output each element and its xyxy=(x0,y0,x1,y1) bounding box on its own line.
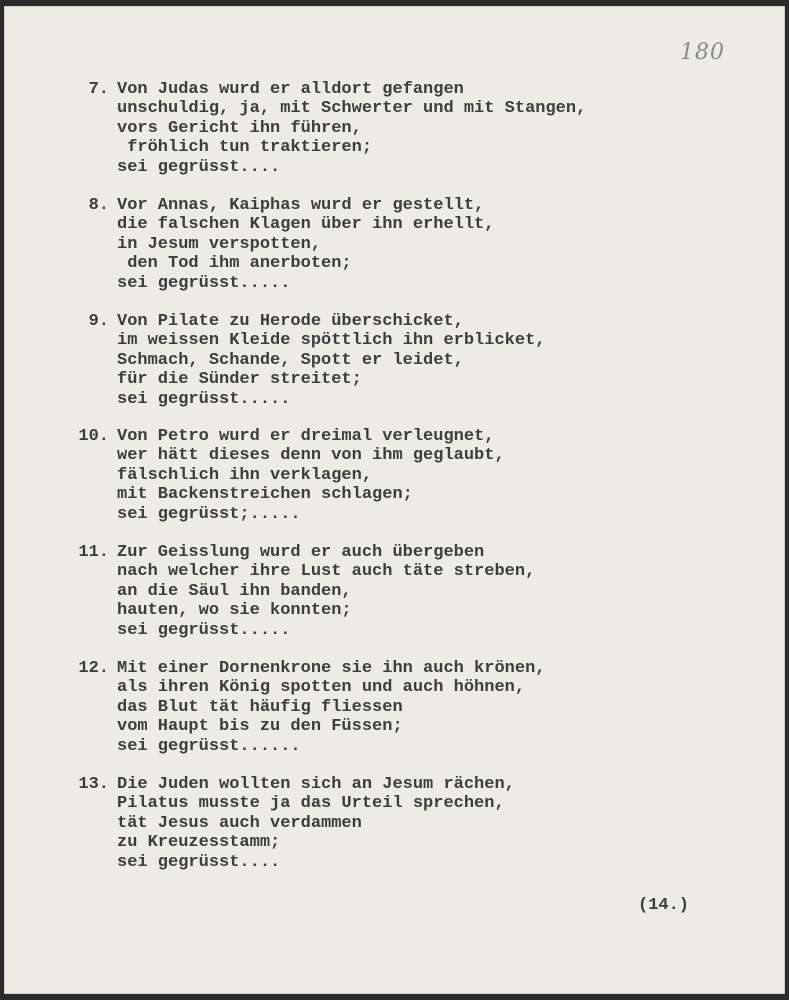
verse-line: sei gegrüsst...... xyxy=(117,736,301,756)
verse-line: zu Kreuzesstamm; xyxy=(117,833,281,853)
verse-line: für die Sünder streitet; xyxy=(117,370,362,390)
verse-line: das Blut tät häufig fliessen xyxy=(117,697,403,717)
verse-number: 8. xyxy=(88,196,109,215)
verse-line: den Tod ihm anerboten; xyxy=(117,254,352,274)
verse-line: vors Gericht ihn führen, xyxy=(117,118,362,138)
verse-line: die falschen Klagen über ihn erhellt, xyxy=(117,215,495,235)
verse-line: Zur Geisslung wurd er auch übergeben xyxy=(117,543,485,562)
verse-line: fröhlich tun traktieren; xyxy=(117,138,373,158)
verse-line: hauten, wo sie konnten; xyxy=(117,601,352,621)
verse-line: Mit einer Dornenkrone sie ihn auch krönen, xyxy=(117,659,546,678)
document-page xyxy=(4,6,785,994)
verse-line: an die Säul ihn banden, xyxy=(117,581,352,601)
verse-line: Von Judas wurd er alldort gefangen xyxy=(117,80,464,99)
verse-line: tät Jesus auch verdammen xyxy=(117,813,362,833)
verse-line: mit Backenstreichen schlagen; xyxy=(117,485,413,505)
verse-line: wer hätt dieses denn von ihm geglaubt, xyxy=(117,446,505,466)
verse-number: 10. xyxy=(78,427,109,446)
verse-line: Die Juden wollten sich an Jesum rächen, xyxy=(117,775,515,794)
verse-number: 7. xyxy=(88,80,109,99)
verse-line: sei gegrüsst;..... xyxy=(117,504,301,524)
verse-line: in Jesum verspotten, xyxy=(117,234,322,254)
verse-number: 12. xyxy=(78,659,109,678)
verse-line: Von Pilate zu Herode überschicket, xyxy=(117,312,464,331)
verse-number: 13. xyxy=(78,775,109,794)
verse-line: Pilatus musste ja das Urteil sprechen, xyxy=(117,794,505,814)
folio-number: 180 xyxy=(680,40,725,65)
verse-line: Schmach, Schande, Spott er leidet, xyxy=(117,350,464,370)
verse-number: 9. xyxy=(88,312,109,331)
verse-line: Vor Annas, Kaiphas wurd er gestellt, xyxy=(117,196,485,215)
verse-line: vom Haupt bis zu den Füssen; xyxy=(117,717,403,737)
verse-number: 11. xyxy=(78,543,109,562)
verse-line: sei gegrüsst.... xyxy=(117,852,281,872)
verse-line: im weissen Kleide spöttlich ihn erblicket, xyxy=(117,331,546,351)
verse-line: als ihren König spotten und auch höhnen, xyxy=(117,678,526,698)
verse-line: sei gegrüsst..... xyxy=(117,620,291,640)
verse-line: nach welcher ihre Lust auch täte streben, xyxy=(117,562,536,582)
verse-line: Von Petro wurd er dreimal verleugnet, xyxy=(117,427,495,446)
verse-line: sei gegrüsst..... xyxy=(117,273,291,293)
verse-line: fälschlich ihn verklagen, xyxy=(117,465,373,485)
verse-line: unschuldig, ja, mit Schwerter und mit Stangen, xyxy=(117,99,587,119)
verse-line: sei gegrüsst..... xyxy=(117,389,291,409)
page-number: (14.) xyxy=(638,896,690,915)
verse-line: sei gegrüsst.... xyxy=(117,157,281,177)
